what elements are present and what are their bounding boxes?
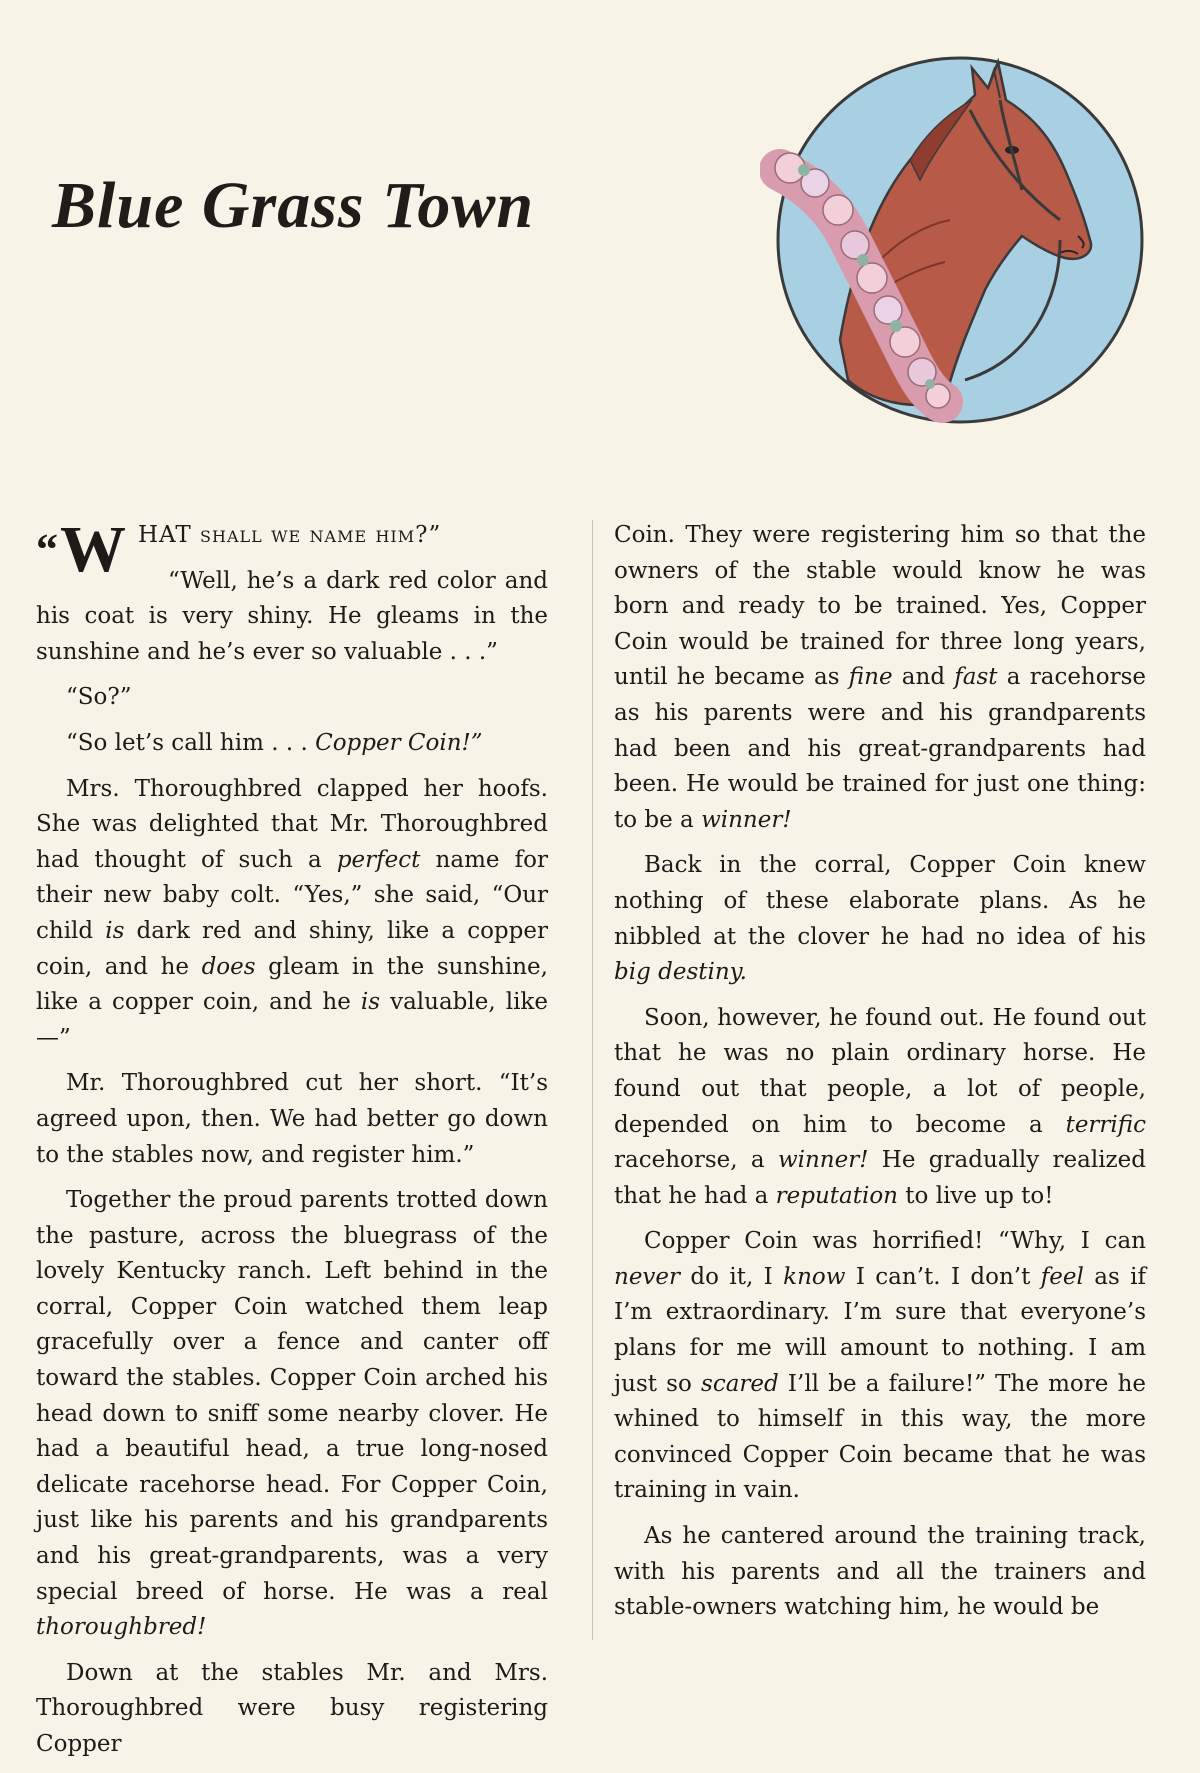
left-column (36, 513, 548, 1773)
paragraph: Down at the stables Mr. and Mrs. Thoroughbred were busy registering Copper (36, 1659, 548, 1757)
paragraph: Together the proud parents trotted down the pasture, across the bluegrass of the lovely Kentucky ranch. Left behind in the corral, Copper Coin watched them leap gracefully over a fence and canter off toward the stables. Copper Coin arched his head down to sniff some nearby clover. He had a beautiful head, a true long-nosed delicate racehorse head. For Copper Coin, just like his parents and his grandparents and his great-grandparents, was a very special breed of horse. He was a real thoroughbred! (36, 1187, 548, 1641)
paragraph: “Well, he’s a dark red color and his coat is very shiny. He gleams in the sunshine and he’s ever so valuable . . .” (36, 567, 548, 665)
paragraph: “So?” (66, 684, 132, 711)
paragraph: “So let’s call him . . . Copper Coin!” (66, 729, 483, 756)
paragraph: Back in the corral, Copper Coin knew nothing of these elaborate plans. As he nibbled at the clover he had no idea of his big destiny. (614, 852, 1146, 986)
story-title: Blue Grass Town (52, 169, 535, 242)
drop-cap: “W (36, 513, 126, 586)
paragraph: Mr. Thoroughbred cut her short. “It’s agreed upon, then. We had better go down to the stables now, and register him.” (36, 1070, 548, 1168)
paragraph: Copper Coin was horrified! “Why, I can never do it, I know I can’t. I don’t feel as if I’m extraordinary. I’m sure that everyone’s plans for me will amount to nothing. I am just so scared I’ll be a failure!” The more he whined to himself in this way, the more convinced Copper Coin became that he was training in vain. (614, 1228, 1146, 1504)
paragraph: Coin. They were registering him so that the owners of the stable would know he was born and ready to be trained. Yes, Copper Coin would be trained for three long years, until he became as fine and fast a racehorse as his parents were and his grandparents had been and his great-grandparents had been. He would be trained for just one thing: to be a winner! (614, 522, 1147, 833)
column-divider (592, 520, 593, 1640)
paragraph: As he cantered around the training track, with his parents and all the trainers and stable-owners watching him, he would be (614, 1523, 1146, 1621)
paragraph: “W HAT shall we name him?” (36, 513, 442, 586)
paragraph: Soon, however, he found out. He found out that he was no plain ordinary horse. He found out that people, a lot of people, depended on him to become a terrific racehorse, a winner! He gradually realized that he had a reputation to live up to! (614, 1004, 1146, 1209)
right-column (614, 518, 1146, 1636)
horse-medallion-illustration (760, 40, 1160, 440)
paragraph: Mrs. Thoroughbred clapped her hoofs. She was delighted that Mr. Thoroughbred had thought of such a perfect name for their new baby colt. “Yes,” she said, “Our child is dark red and shiny, like a copper coin, and he does gleam in the sunshine, like a copper coin, and he is valuable, like—” (36, 775, 548, 1051)
